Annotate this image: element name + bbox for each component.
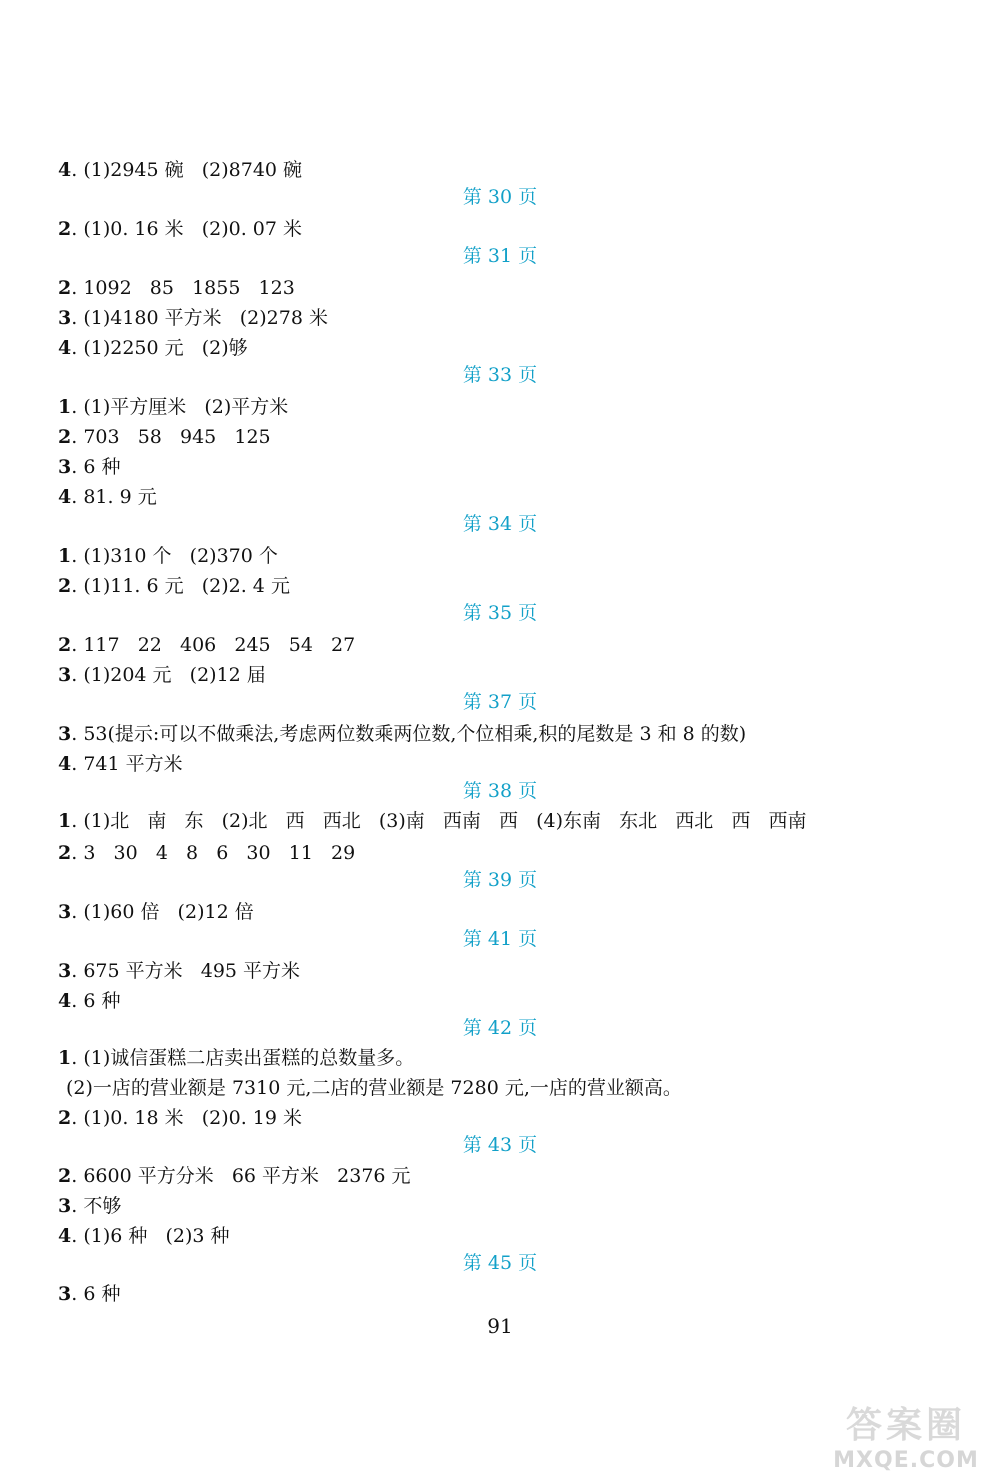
question-number: 3 bbox=[58, 307, 72, 329]
answer-line bbox=[58, 395, 288, 419]
answer-line bbox=[58, 485, 157, 509]
answer-line bbox=[58, 1224, 230, 1248]
answer-line bbox=[58, 1194, 121, 1218]
answer-text: . (1)2250 元 (2)够 bbox=[71, 337, 248, 359]
question-number: 3 bbox=[58, 456, 72, 478]
answer-text: . (1)310 个 (2)370 个 bbox=[71, 545, 278, 567]
question-number: 4 bbox=[58, 486, 72, 508]
question-number: 2 bbox=[58, 426, 72, 448]
answer-text: . 6 种 bbox=[71, 456, 121, 478]
answer-text: . 703 58 945 125 bbox=[71, 426, 271, 448]
answer-continuation: (2)一店的营业额是 7310 元,二店的营业额是 7280 元,一店的营业额高。 bbox=[66, 1077, 682, 1099]
answer-line bbox=[58, 276, 295, 300]
answer-text: . 81. 9 元 bbox=[71, 486, 157, 508]
answer-text: . 117 22 406 245 54 27 bbox=[71, 634, 356, 656]
question-number: 4 bbox=[58, 1225, 72, 1247]
answer-line bbox=[58, 158, 302, 182]
answer-line bbox=[58, 633, 355, 657]
answer-text: . 1092 85 1855 123 bbox=[71, 277, 295, 299]
answer-line bbox=[58, 663, 266, 687]
answer-line bbox=[58, 841, 355, 865]
answer-text: . (1)0. 18 米 (2)0. 19 米 bbox=[71, 1107, 303, 1129]
answer-line bbox=[58, 336, 248, 360]
question-number: 2 bbox=[58, 277, 72, 299]
question-number: 1 bbox=[58, 396, 72, 418]
answer-line bbox=[58, 809, 807, 833]
question-number: 2 bbox=[58, 842, 72, 864]
answer-text: . (1)204 元 (2)12 届 bbox=[71, 664, 266, 686]
answer-line bbox=[58, 959, 300, 983]
answer-line bbox=[58, 544, 278, 568]
page-section-heading: 第 35 页 bbox=[462, 602, 538, 624]
question-number: 3 bbox=[58, 960, 72, 982]
page-section-heading: 第 41 页 bbox=[462, 928, 538, 950]
answer-line bbox=[58, 217, 302, 241]
answer-line bbox=[58, 1106, 302, 1130]
page-section-heading: 第 33 页 bbox=[462, 364, 538, 386]
page-section-heading: 第 43 页 bbox=[462, 1134, 538, 1156]
answer-text: . 6 种 bbox=[71, 990, 121, 1012]
page-section-heading: 第 37 页 bbox=[462, 691, 538, 713]
answer-text: . (1)平方厘米 (2)平方米 bbox=[71, 396, 289, 418]
question-number: 3 bbox=[58, 664, 72, 686]
answer-line bbox=[58, 900, 254, 924]
page-section-heading: 第 45 页 bbox=[462, 1252, 538, 1274]
answer-text: . 6 种 bbox=[71, 1283, 121, 1305]
answer-text: . 不够 bbox=[71, 1195, 122, 1217]
answer-text: . 3 30 4 8 6 30 11 29 bbox=[71, 842, 356, 864]
answer-text: . (1)0. 16 米 (2)0. 07 米 bbox=[71, 218, 303, 240]
answer-line bbox=[58, 1046, 414, 1070]
answer-line bbox=[58, 1282, 120, 1306]
question-number: 3 bbox=[58, 723, 72, 745]
answer-text: . (1)4180 平方米 (2)278 米 bbox=[71, 307, 328, 329]
answer-line bbox=[58, 574, 290, 598]
question-number: 4 bbox=[58, 159, 72, 181]
answer-line bbox=[58, 425, 271, 449]
question-number: 2 bbox=[58, 634, 72, 656]
answer-text: . (1)60 倍 (2)12 倍 bbox=[71, 901, 254, 923]
page-section-heading: 第 31 页 bbox=[462, 245, 538, 267]
question-number: 4 bbox=[58, 337, 72, 359]
page-section-heading: 第 39 页 bbox=[462, 869, 538, 891]
answer-line bbox=[58, 752, 183, 776]
question-number: 2 bbox=[58, 1107, 72, 1129]
question-number: 3 bbox=[58, 1195, 72, 1217]
page-section-heading: 第 38 页 bbox=[462, 780, 538, 802]
watermark-bottom-text: MXQE.COM bbox=[833, 1448, 979, 1473]
page-section-heading: 第 34 页 bbox=[462, 513, 538, 535]
question-number: 1 bbox=[58, 810, 72, 832]
answer-text: . (1)北 南 东 (2)北 西 西北 (3)南 西南 西 (4)东南 东北 西北 西 西南 bbox=[71, 810, 807, 832]
question-number: 4 bbox=[58, 990, 72, 1012]
question-number: 2 bbox=[58, 1165, 72, 1187]
question-number: 4 bbox=[58, 753, 72, 775]
answer-text: . 675 平方米 495 平方米 bbox=[71, 960, 301, 982]
watermark-logo bbox=[820, 1404, 992, 1476]
question-number: 1 bbox=[58, 1047, 72, 1069]
page-number: 91 bbox=[487, 1314, 513, 1338]
question-number: 2 bbox=[58, 575, 72, 597]
answer-text: . (1)6 种 (2)3 种 bbox=[71, 1225, 230, 1247]
answer-text: . (1)2945 碗 (2)8740 碗 bbox=[71, 159, 303, 181]
answer-text: . 53(提示:可以不做乘法,考虑两位数乘两位数,个位相乘,积的尾数是 3 和 8 的数) bbox=[71, 723, 747, 745]
answer-line bbox=[58, 722, 746, 746]
watermark-top-text: 答案圈 bbox=[845, 1405, 966, 1446]
page-section-heading: 第 30 页 bbox=[462, 186, 538, 208]
answer-text: . 6600 平方分米 66 平方米 2376 元 bbox=[71, 1165, 411, 1187]
answer-line bbox=[58, 455, 120, 479]
answer-line bbox=[58, 989, 120, 1013]
answer-line bbox=[58, 306, 328, 330]
question-number: 3 bbox=[58, 901, 72, 923]
page-section-heading: 第 42 页 bbox=[462, 1017, 538, 1039]
answer-text: . 741 平方米 bbox=[71, 753, 183, 775]
question-number: 2 bbox=[58, 218, 72, 240]
question-number: 1 bbox=[58, 545, 72, 567]
answer-line bbox=[58, 1164, 411, 1188]
answer-text: . (1)11. 6 元 (2)2. 4 元 bbox=[71, 575, 290, 597]
question-number: 3 bbox=[58, 1283, 72, 1305]
answer-text: . (1)诚信蛋糕二店卖出蛋糕的总数量多。 bbox=[71, 1047, 415, 1069]
